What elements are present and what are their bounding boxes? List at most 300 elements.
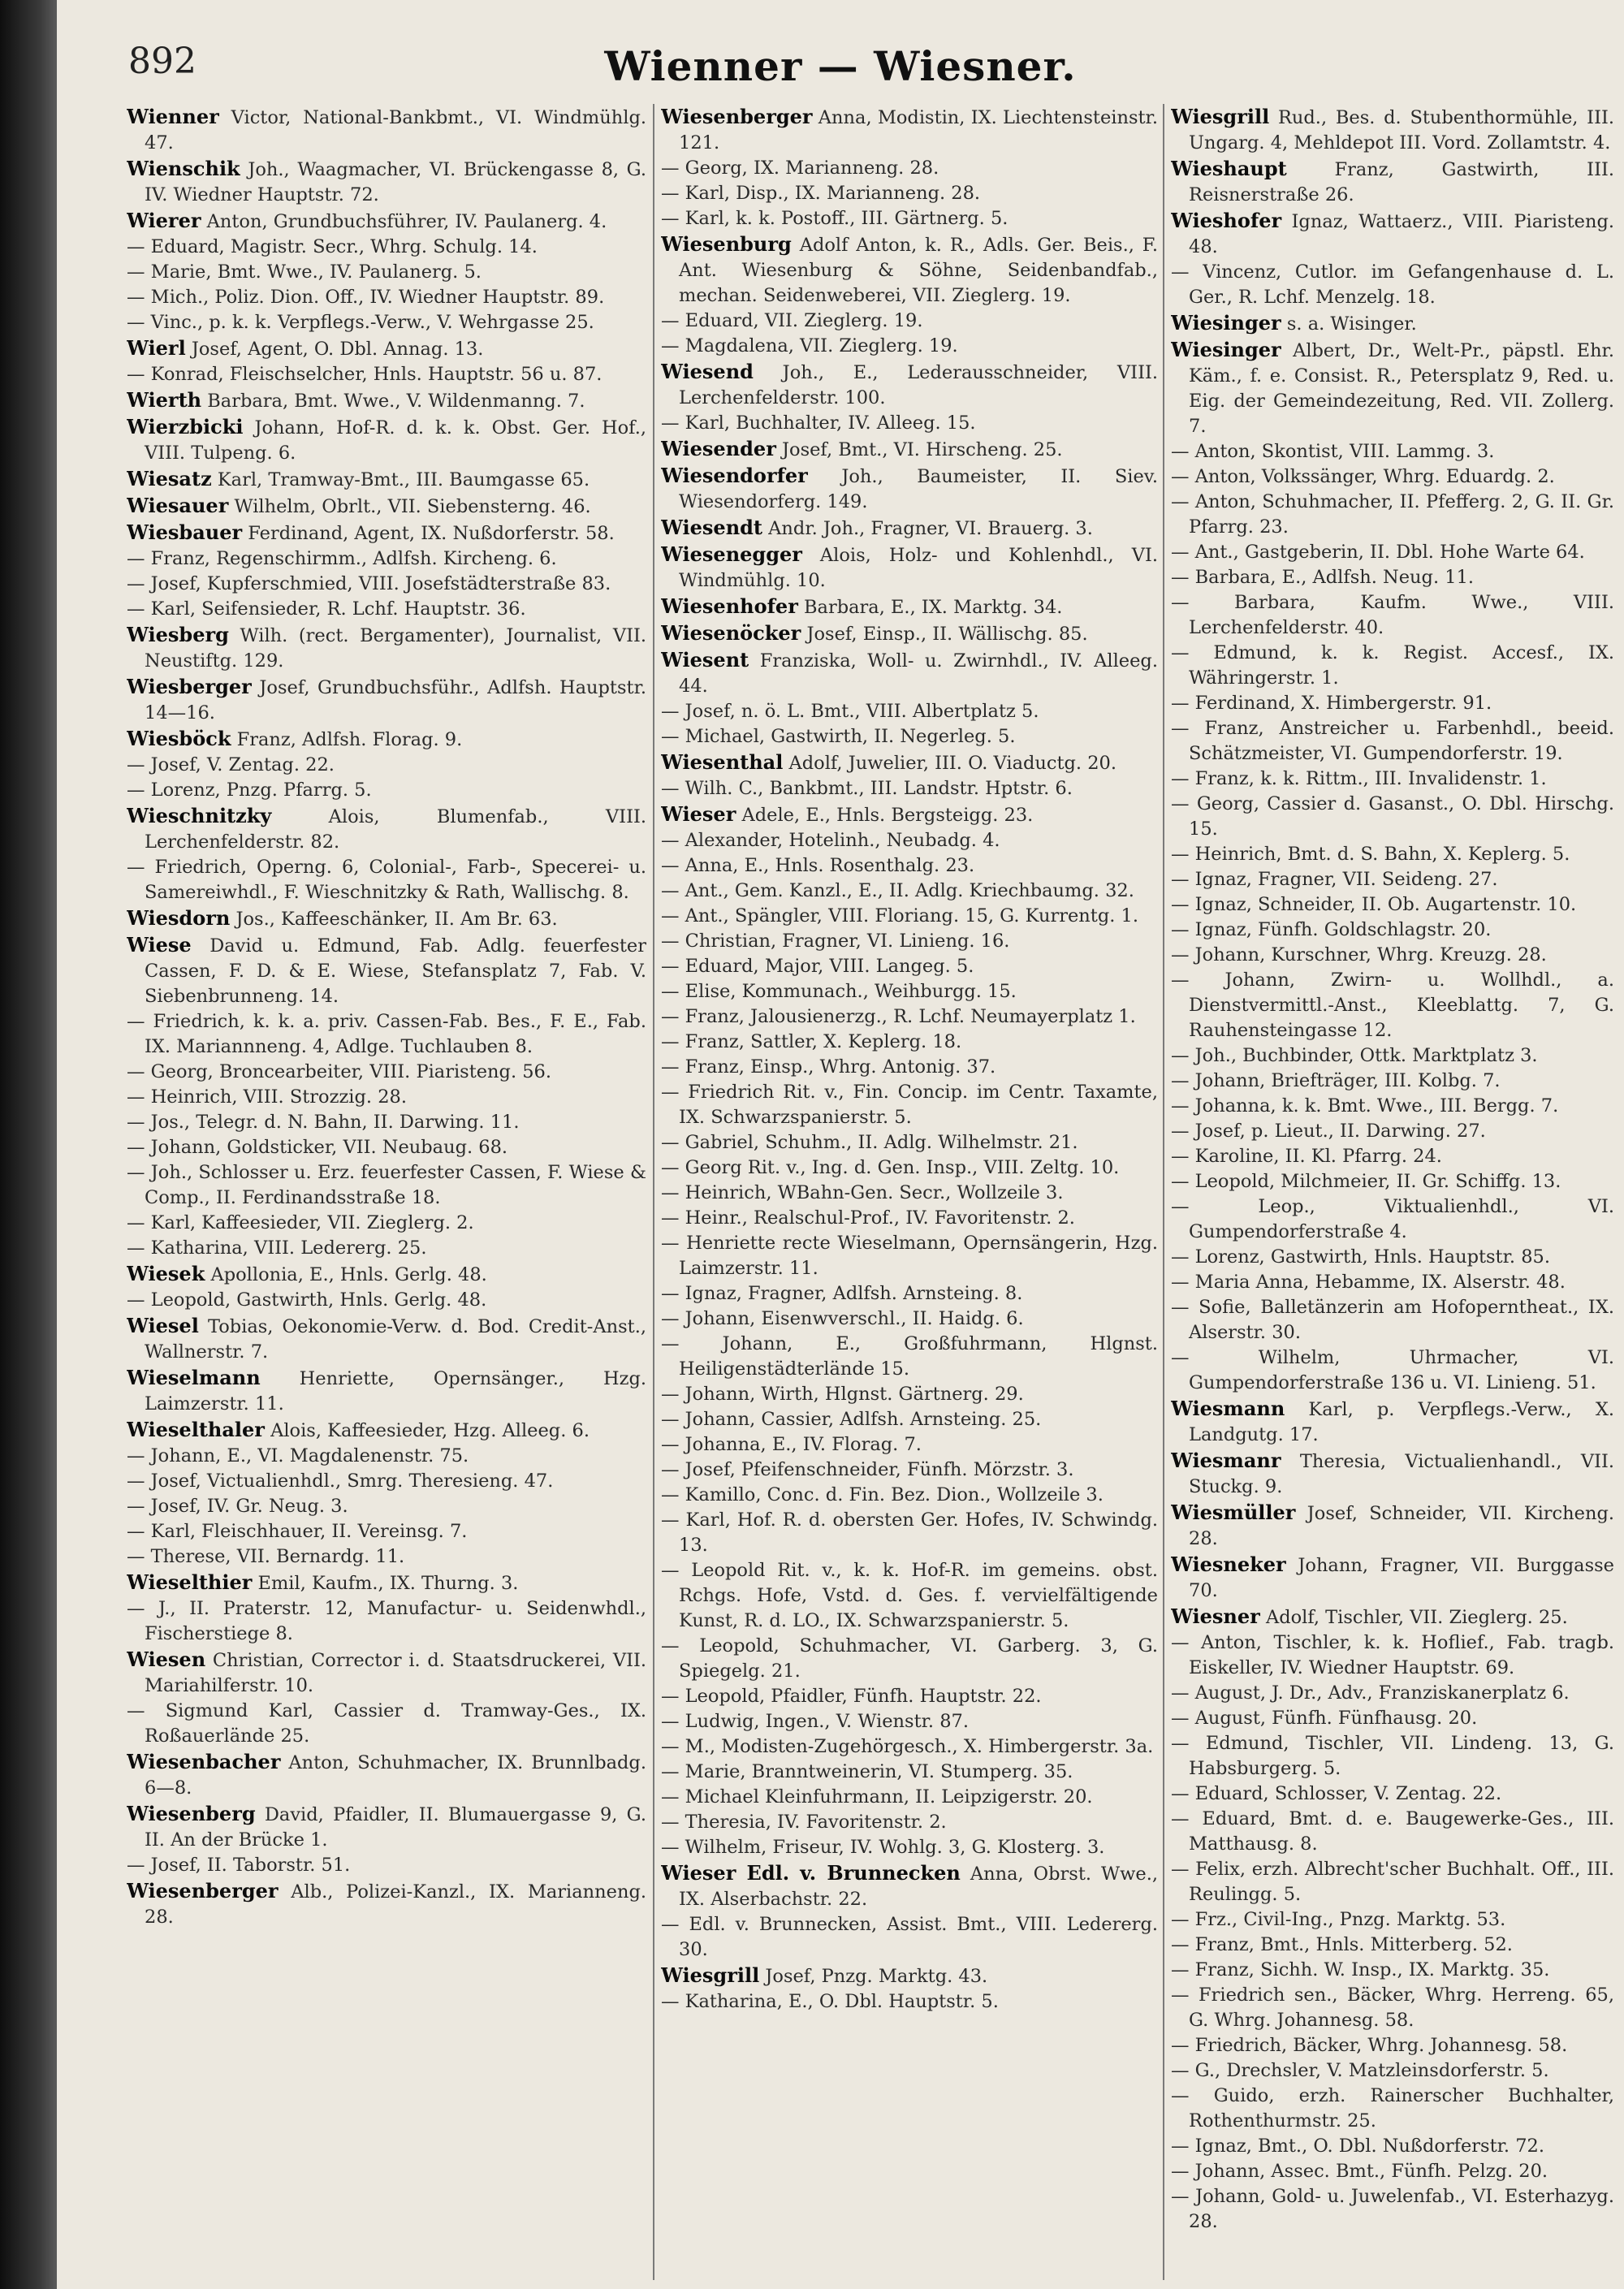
- directory-entry: [661, 979, 1158, 1004]
- directory-entry: [1171, 1119, 1614, 1144]
- entry-details: Adele, E., Hnls. Bergsteigg. 23.: [741, 805, 1034, 826]
- entry-surname: Wiesenöcker: [661, 621, 801, 645]
- directory-entry: [1171, 767, 1614, 792]
- entry-details: Franz, Adlfsh. Florag. 9.: [236, 729, 463, 750]
- entry-details: — Leopold Rit. v., k. k. Hof-R. im gemeins. obst. Rchgs. Hofe, Vstd. d. Ges. f. vervielfältigende Kunst, R. d. LO., IX. Schwarzspanierstr. 5.: [661, 1560, 1158, 1631]
- entry-surname: Wiesberger: [127, 675, 252, 698]
- entry-surname: Wiesinger: [1171, 311, 1281, 335]
- entry-details: — Lorenz, Pnzg. Pfarrg. 5.: [127, 780, 372, 801]
- directory-entry: [661, 1281, 1158, 1306]
- directory-entry: [127, 1570, 646, 1596]
- directory-entry: [1171, 1295, 1614, 1345]
- directory-entry: [1171, 1094, 1614, 1119]
- directory-entry: [661, 411, 1158, 436]
- entry-details: Alois, Holz- und Kohlenhdl., VI. Windmühlg. 10.: [679, 545, 1158, 591]
- directory-entry: [661, 309, 1158, 334]
- directory-entry: [1171, 1043, 1614, 1069]
- directory-entry: [1171, 1169, 1614, 1194]
- entry-surname: Wierth: [127, 388, 202, 412]
- directory-entry: [127, 1519, 646, 1544]
- entry-details: — Ignaz, Schneider, II. Ob. Augartenstr. 10.: [1171, 894, 1577, 915]
- entry-details: — Anna, E., Hnls. Rosenthalg. 23.: [661, 855, 975, 876]
- directory-entry: [127, 1060, 646, 1085]
- directory-entry: [127, 932, 646, 1009]
- entry-surname: Wiesen: [127, 1648, 206, 1671]
- directory-entry: [1171, 2033, 1614, 2058]
- entry-details: — Frz., Civil-Ing., Pnzg. Marktg. 53.: [1171, 1909, 1506, 1930]
- directory-entry: [1171, 1907, 1614, 1933]
- directory-entry: [127, 1417, 646, 1444]
- entry-details: — Karl, Fleischhauer, II. Vereinsg. 7.: [127, 1521, 468, 1542]
- directory-entry: [661, 1963, 1158, 1989]
- entry-details: — Sigmund Karl, Cassier d. Tramway-Ges., IX. Roßauerlände 25.: [127, 1700, 646, 1747]
- directory-entry: [127, 1494, 646, 1519]
- directory-entry: [661, 1634, 1158, 1684]
- directory-entry: [661, 156, 1158, 181]
- entry-details: — Leopold, Pfaidler, Fünfh. Hauptstr. 22.: [661, 1686, 1042, 1707]
- entry-details: — Michael Kleinfuhrmann, II. Leipzigerstr. 20.: [661, 1786, 1093, 1807]
- entry-details: — Konrad, Fleischselcher, Hnls. Hauptstr. 56 u. 87.: [127, 364, 603, 385]
- entry-surname: Wiesender: [661, 437, 776, 460]
- directory-entry: [1171, 1144, 1614, 1169]
- entry-surname: Wiesdorn: [127, 906, 231, 930]
- entry-details: — Eduard, Major, VIII. Langeg. 5.: [661, 956, 974, 977]
- directory-entry: [661, 1181, 1158, 1206]
- directory-entry: [127, 520, 646, 546]
- directory-entry: [1171, 1448, 1614, 1500]
- entry-details: — Alexander, Hotelinh., Neubadg. 4.: [661, 830, 1000, 851]
- entry-details: — Ferdinand, X. Himbergerstr. 91.: [1171, 693, 1492, 714]
- directory-entry: [661, 1432, 1158, 1458]
- entry-details: — Michael, Gastwirth, II. Negerleg. 5.: [661, 726, 1016, 747]
- entry-surname: Wiesberg: [127, 623, 229, 646]
- entry-details: — Ignaz, Fünfh. Goldschlagstr. 20.: [1171, 919, 1492, 940]
- directory-entry: [1171, 590, 1614, 641]
- directory-entry: [127, 674, 646, 726]
- directory-entry: [661, 1407, 1158, 1432]
- directory-entry: [127, 622, 646, 674]
- entry-details: — Johann, Kurschner, Whrg. Kreuzg. 28.: [1171, 944, 1547, 965]
- entry-details: Adolf, Tischler, VII. Zieglerg. 25.: [1265, 1607, 1568, 1628]
- directory-entry: [1171, 439, 1614, 464]
- entry-details: — Karl, Hof. R. d. obersten Ger. Hofes, IV. Schwindg. 13.: [661, 1509, 1158, 1556]
- directory-entry: [1171, 310, 1614, 337]
- directory-entry: [661, 620, 1158, 647]
- entry-details: — M., Modisten-Zugehörgesch., X. Himbergerstr. 3a.: [661, 1736, 1154, 1757]
- entry-details: — Ignaz, Bmt., O. Dbl. Nußdorferstr. 72.: [1171, 2136, 1545, 2157]
- directory-entry: [1171, 337, 1614, 439]
- directory-entry: [127, 546, 646, 572]
- directory-entry: [661, 647, 1158, 699]
- directory-entry: [1171, 691, 1614, 716]
- directory-entry: [661, 334, 1158, 359]
- directory-entry: [1171, 1782, 1614, 1807]
- entry-details: — G., Drechsler, V. Matzleinsdorferstr. 5.: [1171, 2060, 1549, 2081]
- directory-entry: [127, 803, 646, 855]
- entry-details: — Johann, Assec. Bmt., Fünfh. Pelzg. 20.: [1171, 2161, 1548, 2182]
- entry-details: Josef, Schneider, VII. Kircheng. 28.: [1189, 1503, 1614, 1549]
- entry-details: — Johann, Eisenwverschl., II. Haidg. 6.: [661, 1308, 1024, 1329]
- entry-details: — Leopold, Gastwirth, Hnls. Gerlg. 48.: [127, 1289, 487, 1311]
- entry-details: — Kamillo, Conc. d. Fin. Bez. Dion., Wollzeile 3.: [661, 1484, 1104, 1505]
- entry-details: — Karl, k. k. Postoff., III. Gärtnerg. 5.: [661, 208, 1009, 229]
- entry-details: Josef, Pnzg. Marktg. 43.: [765, 1966, 988, 1987]
- directory-entry: [1171, 1552, 1614, 1604]
- directory-entry: [661, 515, 1158, 542]
- directory-entry: [661, 1483, 1158, 1508]
- directory-entry: [661, 104, 1158, 156]
- directory-entry: [127, 1801, 646, 1853]
- directory-entry: [1171, 1958, 1614, 1983]
- entry-surname: Wiesenhofer: [661, 594, 798, 618]
- directory-entry: [127, 1749, 646, 1801]
- directory-entry: [661, 1860, 1158, 1912]
- entry-surname: Wierzbicki: [127, 415, 244, 438]
- entry-details: — Karl, Kaffeesieder, VII. Zieglerg. 2.: [127, 1212, 474, 1233]
- directory-entry: [1171, 208, 1614, 260]
- directory-entry: [661, 1055, 1158, 1080]
- directory-entry: [1171, 1396, 1614, 1448]
- entry-surname: Wiesbauer: [127, 520, 243, 544]
- entry-details: — Therese, VII. Bernardg. 11.: [127, 1546, 405, 1567]
- entry-surname: Wieshaupt: [1171, 157, 1287, 180]
- entry-details: — Josef, p. Lieut., II. Darwing. 27.: [1171, 1121, 1486, 1142]
- entry-details: Karl, p. Verpflegs.-Verw., X. Landgutg. 17.: [1189, 1399, 1614, 1445]
- entry-surname: Wieselthier: [127, 1570, 253, 1594]
- entry-details: — Leop., Viktualienhdl., VI. Gumpendorferstraße 4.: [1171, 1196, 1614, 1242]
- entry-details: Franziska, Woll- u. Zwirnhdl., IV. Alleeg. 44.: [679, 650, 1158, 697]
- entry-details: — Heinrich, Bmt. d. S. Bahn, X. Keplerg. 5.: [1171, 844, 1570, 865]
- entry-details: — Joh., Schlosser u. Erz. feuerfester Cassen, F. Wiese & Comp., II. Ferdinandsstraße 18.: [127, 1162, 646, 1208]
- entry-details: David u. Edmund, Fab. Adlg. feuerfester Cassen, F. D. & E. Wiese, Stefansplatz 7, Fab. V. Siebenbrunneng. 14.: [145, 935, 646, 1007]
- entry-details: Albert, Dr., Welt-Pr., päpstl. Ehr. Käm., f. e. Consist. R., Petersplatz 9, Red. u. Eig. der Gemeindezeitung, Red. VII. Zollerg. 7.: [1189, 340, 1614, 437]
- entry-details: — Josef, Pfeifenschneider, Fünfh. Mörzstr. 3.: [661, 1459, 1074, 1480]
- entry-details: Alois, Kaffeesieder, Hzg. Alleeg. 6.: [270, 1420, 590, 1441]
- entry-details: Franz, Gastwirth, III. Reisnerstraße 26.: [1189, 159, 1614, 205]
- directory-entry: [127, 156, 646, 208]
- directory-entry: [1171, 1807, 1614, 1857]
- directory-entry: [1171, 918, 1614, 943]
- entry-details: — Katharina, VIII. Ledererg. 25.: [127, 1237, 427, 1259]
- entry-details: — Franz, Bmt., Hnls. Mitterberg. 52.: [1171, 1934, 1513, 1955]
- entry-surname: Wieshofer: [1171, 209, 1282, 232]
- entry-details: — Heinrich, WBahn-Gen. Secr., Wollzeile 3.: [661, 1182, 1064, 1203]
- directory-entry: [1171, 1270, 1614, 1295]
- directory-entry: [127, 778, 646, 803]
- entry-details: — Theresia, IV. Favoritenstr. 2.: [661, 1812, 947, 1833]
- directory-entry: [1171, 565, 1614, 590]
- directory-entry: [127, 726, 646, 753]
- entry-details: — Lorenz, Gastwirth, Hnls. Hauptstr. 85.: [1171, 1246, 1550, 1268]
- entry-details: — Josef, Victualienhdl., Smrg. Theresieng. 47.: [127, 1471, 554, 1492]
- entry-details: — Johann, Wirth, Hlgnst. Gärtnerg. 29.: [661, 1384, 1024, 1405]
- entry-details: Johann, Fragner, VII. Burggasse 70.: [1189, 1555, 1614, 1601]
- entry-details: Anton, Grundbuchsführer, IV. Paulanerg. 4.: [206, 211, 607, 232]
- entry-surname: Wiesenbacher: [127, 1750, 281, 1773]
- entry-details: — Maria Anna, Hebamme, IX. Alserstr. 48.: [1171, 1272, 1566, 1293]
- directory-entry: [661, 904, 1158, 929]
- entry-details: — Marie, Branntweinerin, VI. Stumperg. 35.: [661, 1761, 1073, 1782]
- directory-column-3: [1171, 104, 1614, 2280]
- directory-entry: [1171, 2159, 1614, 2184]
- directory-entry: [127, 466, 646, 493]
- directory-entry: [127, 1544, 646, 1570]
- directory-page: [57, 0, 1624, 2289]
- entry-details: — Josef, V. Zentag. 22.: [127, 754, 335, 775]
- entry-details: — Ignaz, Fragner, VII. Seideng. 27.: [1171, 869, 1498, 890]
- entry-details: David, Pfaidler, II. Blumauergasse 9, G. II. An der Brücke 1.: [145, 1804, 646, 1851]
- entry-details: — Johann, E., Großfuhrmann, Hlgnst. Heiligenstädterlände 15.: [661, 1333, 1158, 1380]
- directory-entry: [1171, 464, 1614, 490]
- entry-details: — Guido, erzh. Rainerscher Buchhalter, Rothenthurmstr. 25.: [1171, 2085, 1614, 2131]
- directory-entry: [127, 493, 646, 520]
- directory-entry: [127, 235, 646, 260]
- directory-entry: [1171, 490, 1614, 540]
- directory-entry: [1171, 1194, 1614, 1245]
- directory-entry: [661, 1004, 1158, 1030]
- directory-entry: [661, 1332, 1158, 1382]
- entry-surname: Wieser: [661, 802, 736, 826]
- entry-details: — Friedrich Rit. v., Fin. Concip. im Centr. Taxamte, IX. Schwarzspanierstr. 5.: [661, 1082, 1158, 1128]
- entry-surname: Wiesner: [1171, 1604, 1260, 1628]
- directory-entry: [127, 1288, 646, 1313]
- entry-details: — Johann, Goldsticker, VII. Neubaug. 68.: [127, 1137, 508, 1158]
- directory-entry: [661, 954, 1158, 979]
- column-divider: [653, 104, 654, 2280]
- directory-entry: [661, 1989, 1158, 2015]
- entry-details: — Johann, Gold- u. Juwelenfab., VI. Esterhazyg. 28.: [1171, 2186, 1614, 2232]
- entry-details: — Johann, Briefträger, III. Kolbg. 7.: [1171, 1070, 1501, 1091]
- entry-details: — Henriette recte Wieselmann, Opernsängerin, Hzg. Laimzerstr. 11.: [661, 1233, 1158, 1279]
- directory-entry: [127, 572, 646, 597]
- entry-surname: Wienschik: [127, 157, 240, 180]
- entry-details: — Gabriel, Schuhm., II. Adlg. Wilhelmstr. 21.: [661, 1132, 1078, 1153]
- directory-entry: [661, 749, 1158, 776]
- directory-entry: [661, 801, 1158, 828]
- entry-details: Christian, Corrector i. d. Staatsdruckerei, VII. Mariahilferstr. 10.: [145, 1650, 646, 1696]
- directory-entry: [1171, 1681, 1614, 1706]
- directory-entry: [1171, 260, 1614, 310]
- entry-surname: Wiesenegger: [661, 542, 802, 566]
- entry-details: — Marie, Bmt. Wwe., IV. Paulanerg. 5.: [127, 261, 482, 283]
- directory-entry: [661, 1206, 1158, 1231]
- directory-entry: [661, 1458, 1158, 1483]
- directory-entry: [127, 387, 646, 414]
- directory-entry: [1171, 1983, 1614, 2033]
- directory-entry: [127, 310, 646, 335]
- entry-details: — Franz, Anstreicher u. Farbenhdl., beeid. Schätzmeister, VI. Gumpendorferstr. 19.: [1171, 718, 1614, 764]
- directory-entry: [661, 1912, 1158, 1963]
- entry-details: Adolf, Juwelier, III. O. Viaductg. 20.: [788, 753, 1117, 774]
- directory-entry: [661, 181, 1158, 206]
- directory-entry: [127, 1261, 646, 1288]
- directory-entry: [1171, 1604, 1614, 1630]
- directory-entry: [1171, 792, 1614, 842]
- entry-details: — Ant., Gastgeberin, II. Dbl. Hohe Warte 64.: [1171, 542, 1585, 563]
- entry-surname: Wiesgrill: [661, 1963, 760, 1987]
- entry-details: — J., II. Praterstr. 12, Manufactur- u. Seidenwhdl., Fischerstiege 8.: [127, 1598, 646, 1644]
- entry-details: — Ant., Gem. Kanzl., E., II. Adlg. Kriechbaumg. 32.: [661, 880, 1134, 901]
- directory-entry: [661, 1734, 1158, 1760]
- entry-details: Wilhelm, Obrlt., VII. Siebensterng. 46.: [234, 496, 591, 517]
- directory-entry: [1171, 2084, 1614, 2134]
- directory-entry: [127, 1211, 646, 1236]
- entry-details: — Felix, erzh. Albrecht'scher Buchhalt. Off., III. Reulingg. 5.: [1171, 1859, 1614, 1905]
- entry-surname: Wierl: [127, 336, 186, 360]
- directory-entry: [1171, 540, 1614, 565]
- page-number: 892: [128, 41, 197, 82]
- directory-entry: [127, 1853, 646, 1878]
- entry-details: — Franz, Einsp., Whrg. Antonig. 37.: [661, 1056, 996, 1078]
- directory-entry: [661, 1155, 1158, 1181]
- entry-details: — Josef, II. Taborstr. 51.: [127, 1855, 351, 1876]
- entry-details: — Mich., Poliz. Dion. Off., IV. Wiedner Hauptstr. 89.: [127, 287, 605, 308]
- entry-details: Karl, Tramway-Bmt., III. Baumgasse 65.: [217, 469, 590, 490]
- directory-entry: [661, 1709, 1158, 1734]
- directory-entry: [127, 905, 646, 932]
- entry-details: — Jos., Telegr. d. N. Bahn, II. Darwing. 11.: [127, 1112, 520, 1133]
- entry-details: — Anton, Schuhmacher, II. Pfefferg. 2, G. II. Gr. Pfarrg. 23.: [1171, 491, 1614, 538]
- entry-details: Ignaz, Wattaerz., VIII. Piaristeng. 48.: [1189, 211, 1614, 257]
- directory-entry: [1171, 2184, 1614, 2235]
- directory-entry: [127, 208, 646, 235]
- entry-details: Joh., Baumeister, II. Siev. Wiesendorferg. 149.: [679, 466, 1158, 512]
- entry-surname: Wieselthaler: [127, 1418, 265, 1441]
- entry-details: Josef, Einsp., II. Wällischg. 85.: [806, 624, 1088, 645]
- directory-entry: [127, 1313, 646, 1365]
- entry-details: — Joh., Buchbinder, Ottk. Marktplatz 3.: [1171, 1045, 1538, 1066]
- entry-details: — Eduard, Schlosser, V. Zentag. 22.: [1171, 1783, 1502, 1804]
- entry-surname: Wierer: [127, 209, 201, 232]
- entry-details: Josef, Grundbuchsführ., Adlfsh. Hauptstr. 14—16.: [145, 677, 646, 723]
- directory-entry: [1171, 1245, 1614, 1270]
- entry-surname: Wieselmann: [127, 1366, 261, 1389]
- directory-entry: [127, 1444, 646, 1469]
- directory-entry: [127, 1596, 646, 1647]
- directory-entry: [127, 1085, 646, 1110]
- entry-surname: Wiesend: [661, 360, 754, 383]
- entry-details: — Franz, k. k. Rittm., III. Invalidenstr. 1.: [1171, 768, 1547, 789]
- entry-surname: Wiesenberger: [661, 105, 813, 128]
- entry-surname: Wiesgrill: [1171, 105, 1270, 128]
- directory-entry: [661, 699, 1158, 724]
- directory-entry: [661, 879, 1158, 904]
- entry-details: — Anton, Tischler, k. k. Hoflief., Fab. tragb. Eiskeller, IV. Wiedner Hauptstr. 69.: [1171, 1632, 1614, 1678]
- entry-details: Adolf Anton, k. R., Adls. Ger. Beis., F. Ant. Wiesenburg & Söhne, Seidenbandfab., mechan. Seidenweberei, VII. Zieglerg. 19.: [679, 235, 1158, 306]
- entry-details: Jos., Kaffeeschänker, II. Am Br. 63.: [235, 909, 558, 930]
- entry-details: — Franz, Regenschirmm., Adlfsh. Kircheng. 6.: [127, 548, 557, 569]
- entry-details: — Eduard, Bmt. d. e. Baugewerke-Ges., III. Matthausg. 8.: [1171, 1808, 1614, 1855]
- directory-entry: [127, 1009, 646, 1060]
- column-divider: [1163, 104, 1164, 2280]
- directory-entry: [127, 285, 646, 310]
- entry-details: — Sofie, Balletänzerin am Hofoperntheat., IX. Alserstr. 30.: [1171, 1297, 1614, 1343]
- entry-details: Wilh. (rect. Bergamenter), Journalist, VII. Neustiftg. 129.: [145, 625, 646, 672]
- directory-entry: [661, 1080, 1158, 1130]
- entry-details: Alb., Polizei-Kanzl., IX. Marianneng. 28.: [145, 1881, 646, 1928]
- entry-details: — Wilh. C., Bankbmt., III. Landstr. Hptstr. 6.: [661, 778, 1073, 799]
- entry-details: — Katharina, E., O. Dbl. Hauptstr. 5.: [661, 1991, 999, 2012]
- entry-details: — Karoline, II. Kl. Pfarrg. 24.: [1171, 1146, 1442, 1167]
- directory-entry: [1171, 716, 1614, 767]
- entry-details: Anna, Modistin, IX. Liechtensteinstr. 121.: [679, 107, 1158, 153]
- entry-details: — Anton, Skontist, VIII. Lammg. 3.: [1171, 441, 1495, 462]
- entry-details: — Friedrich, k. k. a. priv. Cassen-Fab. Bes., F. E., Fab. IX. Mariannneng. 4, Adlge. Tuchlauben 8.: [127, 1011, 646, 1057]
- entry-details: Alois, Blumenfab., VIII. Lerchenfelderstr. 82.: [145, 806, 646, 853]
- directory-entry: [127, 335, 646, 362]
- entry-details: Anton, Schuhmacher, IX. Brunnlbadg. 6—8.: [145, 1752, 646, 1799]
- entry-details: — Friedrich sen., Bäcker, Whrg. Herreng. 65, G. Whrg. Johannesg. 58.: [1171, 1985, 1614, 2031]
- entry-surname: Wiesneker: [1171, 1553, 1286, 1576]
- entry-details: — Leopold, Milchmeier, II. Gr. Schiffg. 13.: [1171, 1171, 1561, 1192]
- directory-entry: [1171, 842, 1614, 867]
- entry-surname: Wiesmüller: [1171, 1501, 1296, 1524]
- entry-details: — Johann, E., VI. Magdalenenstr. 75.: [127, 1445, 469, 1466]
- entry-surname: Wiesenberg: [127, 1802, 256, 1825]
- entry-details: Josef, Agent, O. Dbl. Annag. 13.: [191, 339, 484, 360]
- entry-details: — Georg, IX. Marianneng. 28.: [661, 158, 939, 179]
- directory-entry: [661, 1760, 1158, 1785]
- entry-details: — Leopold, Schuhmacher, VI. Garberg. 3, G. Spiegelg. 21.: [661, 1635, 1158, 1682]
- entry-details: — Vinc., p. k. k. Verpflegs.-Verw., V. Wehrgasse 25.: [127, 312, 594, 333]
- entry-details: — Josef, IV. Gr. Neug. 3.: [127, 1496, 348, 1517]
- entry-details: — August, J. Dr., Adv., Franziskanerplatz 6.: [1171, 1682, 1570, 1704]
- entry-details: — Barbara, Kaufm. Wwe., VIII. Lerchenfelderstr. 40.: [1171, 592, 1614, 638]
- entry-details: — Karl, Buchhalter, IV. Alleeg. 15.: [661, 412, 976, 434]
- directory-entry: [661, 1810, 1158, 1835]
- directory-entry: [127, 1699, 646, 1749]
- directory-entry: [661, 828, 1158, 853]
- entry-details: — Karl, Disp., IX. Marianneng. 28.: [661, 183, 981, 204]
- directory-entry: [127, 1110, 646, 1135]
- entry-details: — Josef, n. ö. L. Bmt., VIII. Albertplatz 5.: [661, 701, 1039, 722]
- directory-entry: [661, 231, 1158, 309]
- directory-entry: [661, 463, 1158, 515]
- entry-details: — August, Fünfh. Fünfhausg. 20.: [1171, 1708, 1478, 1729]
- entry-details: — Eduard, VII. Zieglerg. 19.: [661, 310, 923, 331]
- directory-column-2: [661, 104, 1158, 2280]
- directory-column-1: [127, 104, 646, 2280]
- entry-details: — Magdalena, VII. Zieglerg. 19.: [661, 335, 958, 356]
- entry-surname: Wieser Edl. v. Brunnecken: [661, 1861, 961, 1885]
- directory-entry: [127, 753, 646, 778]
- directory-entry: [661, 853, 1158, 879]
- entry-details: Joh., Waagmacher, VI. Brückengasse 8, G. IV. Wiedner Hauptstr. 72.: [145, 159, 646, 205]
- entry-details: — Edmund, Tischler, VII. Lindeng. 13, G. Habsburgerg. 5.: [1171, 1733, 1614, 1779]
- directory-entry: [127, 104, 646, 156]
- entry-details: — Johann, Cassier, Adlfsh. Arnsteing. 25.: [661, 1409, 1042, 1430]
- entry-details: — Friedrich, Bäcker, Whrg. Johannesg. 58.: [1171, 2035, 1568, 2056]
- directory-entry: [661, 594, 1158, 620]
- entry-details: — Johanna, E., IV. Florag. 7.: [661, 1434, 922, 1455]
- entry-details: Tobias, Oekonomie-Verw. d. Bod. Credit-Anst., Wallnerstr. 7.: [145, 1316, 646, 1363]
- entry-details: — Anton, Volkssänger, Whrg. Eduardg. 2.: [1171, 466, 1555, 487]
- directory-entry: [1171, 1933, 1614, 1958]
- directory-entry: [127, 1365, 646, 1417]
- directory-entry: [127, 1647, 646, 1699]
- directory-entry: [661, 1382, 1158, 1407]
- directory-entry: [1171, 2058, 1614, 2084]
- entry-details: Henriette, Opernsänger., Hzg. Laimzerstr. 11.: [145, 1368, 646, 1414]
- entry-details: — Wilhelm, Friseur, IV. Wohlg. 3, G. Klosterg. 3.: [661, 1837, 1105, 1858]
- directory-entry: [127, 1160, 646, 1211]
- directory-entry: [661, 359, 1158, 411]
- entry-surname: Wiesendorfer: [661, 464, 808, 487]
- entry-details: s. a. Wisinger.: [1286, 313, 1417, 335]
- entry-details: — Franz, Sichh. W. Insp., IX. Marktg. 35.: [1171, 1959, 1550, 1980]
- directory-entry: [1171, 1630, 1614, 1681]
- entry-details: Victor, National-Bankbmt., VI. Windmühlg. 47.: [145, 107, 646, 153]
